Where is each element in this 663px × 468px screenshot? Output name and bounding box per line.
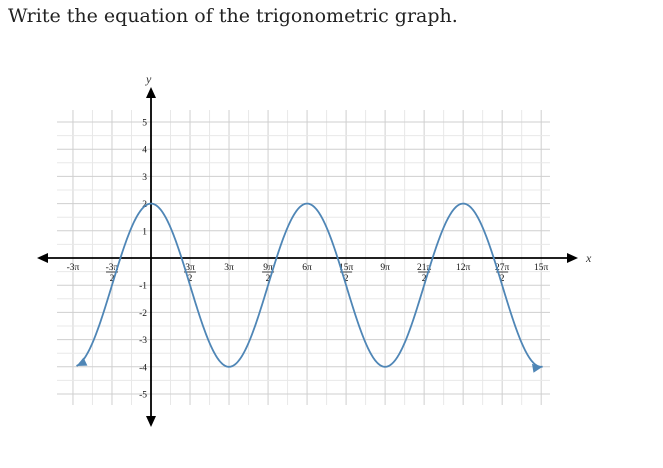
x-axis-arrow-left: [37, 253, 48, 263]
x-tick-denominator: 2: [499, 274, 505, 284]
axes: [37, 72, 592, 427]
x-tick-label: [67, 263, 80, 273]
y-tick-label: 1: [142, 227, 147, 238]
x-tick-numerator: 15π: [534, 263, 549, 273]
x-axis-label: x: [586, 251, 592, 265]
x-tick-numerator: 9π: [263, 263, 273, 273]
x-tick-numerator: 27π: [495, 263, 510, 273]
x-tick-label: [456, 263, 471, 273]
x-tick-label: [302, 263, 312, 273]
x-tick-denominator: 2: [109, 274, 115, 284]
y-tick-label: -5: [139, 390, 147, 401]
x-tick-numerator: 3π: [224, 263, 234, 273]
x-tick-label: [106, 263, 119, 284]
x-tick-numerator: -3π: [105, 263, 119, 273]
y-tick-label: 5: [142, 118, 147, 129]
x-tick-label: [380, 263, 390, 273]
y-axis-arrow-up: [146, 87, 156, 98]
curve-arrow-left: [77, 358, 88, 367]
x-tick-denominator: 2: [187, 274, 193, 284]
x-tick-label: [224, 263, 234, 273]
x-axis-arrow-right: [567, 253, 578, 263]
y-tick-label: 3: [142, 172, 147, 183]
x-tick-denominator: 2: [421, 274, 427, 284]
y-tick-label: -4: [139, 363, 147, 374]
x-tick-denominator: 2: [343, 274, 349, 284]
x-tick-denominator: 2: [265, 274, 271, 284]
y-axis-arrow-down: [146, 416, 156, 427]
y-tick-label: 4: [142, 145, 147, 156]
x-tick-numerator: 21π: [416, 263, 432, 273]
x-tick-numerator: 15π: [338, 263, 354, 273]
question-title: Write the equation of the trigonometric graph.: [8, 5, 458, 27]
y-tick-label: -1: [139, 281, 147, 292]
x-tick-label: [534, 263, 549, 273]
x-tick-numerator: -3π: [66, 263, 80, 273]
y-tick-label: 2: [142, 200, 147, 211]
y-tick-label: -3: [139, 336, 147, 347]
y-tick-label: -2: [139, 308, 147, 319]
x-tick-numerator: 12π: [456, 263, 471, 273]
y-axis-label: y: [146, 72, 152, 86]
x-tick-numerator: 6π: [302, 263, 312, 273]
x-tick-numerator: 3π: [185, 263, 195, 273]
x-tick-numerator: 9π: [380, 263, 390, 273]
